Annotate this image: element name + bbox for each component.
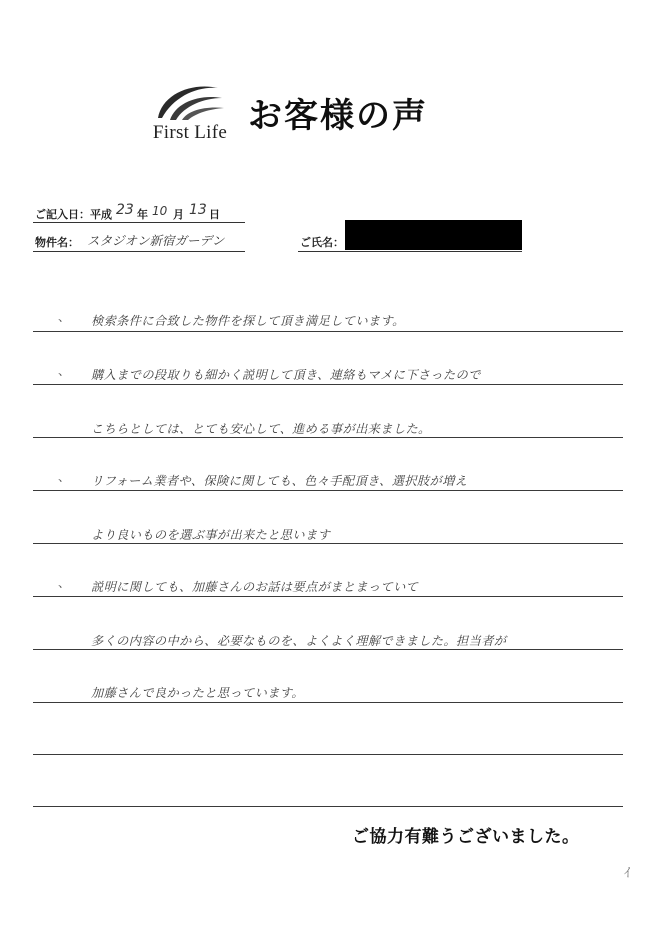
date-underline <box>33 222 245 223</box>
comment-bullet: 、 <box>58 310 71 324</box>
ruled-line <box>33 384 623 385</box>
year-label: 年 <box>137 208 148 221</box>
ruled-line <box>33 437 623 438</box>
ruled-line <box>33 649 623 650</box>
comment-line <box>33 308 623 332</box>
name-underline <box>298 251 522 252</box>
date-year-value: 23 <box>116 202 134 218</box>
comment-text: より良いものを選ぶ事が出来たと思います <box>91 528 331 542</box>
comment-text: リフォーム業者や、保険に関しても、色々手配頂き、選択肢が増え <box>91 474 468 488</box>
property-label: 物件名： <box>35 236 79 249</box>
ruled-line <box>33 754 623 755</box>
comment-text: 加藤さんで良かったと思っています。 <box>91 686 305 700</box>
comment-bullet: 、 <box>58 364 71 378</box>
comment-text: 説明に関しても、加藤さんのお話は要点がまとまっていて <box>91 580 419 594</box>
comment-text: 多くの内容の中から、必要なものを、よくよく理解できました。担当者が <box>91 634 507 648</box>
closing-message: ご協力有難うございました。 <box>352 827 580 847</box>
comment-bullet: 、 <box>58 576 71 590</box>
comment-text: 検索条件に合致した物件を探して頂き満足しています。 <box>91 314 405 328</box>
comment-line <box>33 468 623 492</box>
logo-text: First Life <box>152 122 228 143</box>
corner-handwritten-mark: ｲ <box>624 866 631 881</box>
comment-bullet: 、 <box>58 470 71 484</box>
date-day-value: 13 <box>189 202 207 218</box>
month-label: 月 <box>173 208 184 221</box>
day-label: 日 <box>209 208 220 221</box>
logo-swoosh-icon <box>152 80 228 124</box>
comment-line <box>33 680 623 704</box>
redacted-name <box>345 220 522 250</box>
page-title: お客様の声 <box>248 96 428 136</box>
ruled-line <box>33 596 623 597</box>
name-label: ご氏名： <box>300 236 344 249</box>
property-underline <box>33 251 245 252</box>
comment-line <box>33 784 623 808</box>
company-logo <box>140 80 240 150</box>
comment-line <box>33 732 623 756</box>
comment-line <box>33 362 623 386</box>
comment-line <box>33 574 623 598</box>
date-label: ご記入日：平成 <box>35 208 112 221</box>
date-month-value: 10 <box>152 204 168 218</box>
ruled-line <box>33 806 623 807</box>
ruled-line <box>33 702 623 703</box>
ruled-line <box>33 490 623 491</box>
ruled-line <box>33 331 623 332</box>
comment-text: 購入までの段取りも細かく説明して頂き、連絡もマメに下さったので <box>91 368 481 382</box>
comment-text: こちらとしては、とても安心して、進める事が出来ました。 <box>91 422 431 436</box>
property-value: スタジオン新宿ガーデン <box>87 233 225 248</box>
ruled-line <box>33 543 623 544</box>
